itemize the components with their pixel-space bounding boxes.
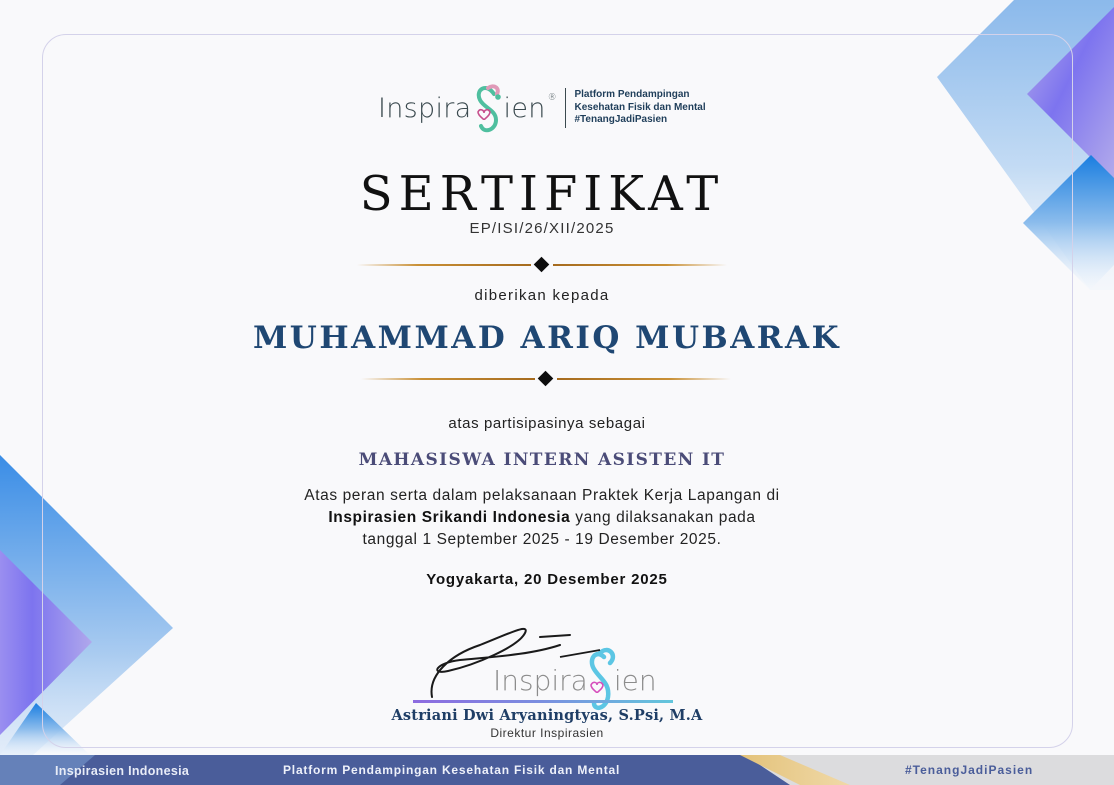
ornamental-divider-bottom [361,372,731,386]
watermark-text-right: ien [613,663,657,697]
logo-tagline [574,89,705,127]
divider-line-left [357,264,531,266]
ornamental-divider-top [357,258,727,272]
logo-text-left: Inspira [378,92,472,124]
footer-hashtag: #TenangJadiPasien [905,763,1034,777]
divider-line-right [557,378,731,380]
tagline-hashtag: #TenangJadiPasien [574,114,668,126]
inspirasien-logo [378,80,706,136]
logo-wordmark [378,80,557,136]
participation-label: atas partisipasinya sebagai [448,415,646,432]
certificate-number: EP/ISI/26/XII/2025 [469,220,615,237]
description-line-1: Atas peran serta dalam pelaksanaan Praktek Kerja Lapangan di [304,487,780,504]
signer-title: Direktur Inspirasien [490,726,604,740]
description-line-2 [0,507,1084,529]
participant-role: MAHASISWA INTERN ASISTEN IT [358,450,726,470]
certificate-title: SERTIFIKAT [359,166,725,222]
ribbon-heart-icon [472,80,504,136]
organization-name: Inspirasien Srikandi Indonesia [328,509,571,526]
recipient-name: MUHAMMAD ARIQ MUBARAK [252,320,842,356]
certificate-description [0,485,1084,551]
handwritten-signature [420,615,690,705]
description-line-2-suffix: yang dilaksanakan pada [570,509,756,526]
tagline-line-1: Platform Pendampingan [574,89,690,101]
diamond-icon [534,257,550,273]
description-line-3: tanggal 1 September 2025 - 19 Desember 2025. [362,531,722,548]
footer-org-name: Inspirasien Indonesia [55,764,190,778]
diamond-icon [538,371,554,387]
divider-line-right [553,264,727,266]
place-and-date: Yogyakarta, 20 Desember 2025 [426,571,668,588]
signature-area [420,615,690,705]
signature-underline [413,700,673,703]
footer-band [0,755,1114,785]
registered-mark: ® [547,93,557,103]
watermark-text-left: Inspira [493,663,588,697]
signer-name: Astriani Dwi Aryaningtyas, S.Psi, M.A [391,707,703,724]
given-to-label: diberikan kepada [474,287,610,304]
logo-text-right: ien [503,92,546,124]
tagline-line-2: Kesehatan Fisik dan Mental [574,101,706,113]
footer-tagline: Platform Pendampingan Kesehatan Fisik dan Mental [283,763,621,777]
logo-separator [565,88,567,128]
divider-line-left [361,378,535,380]
